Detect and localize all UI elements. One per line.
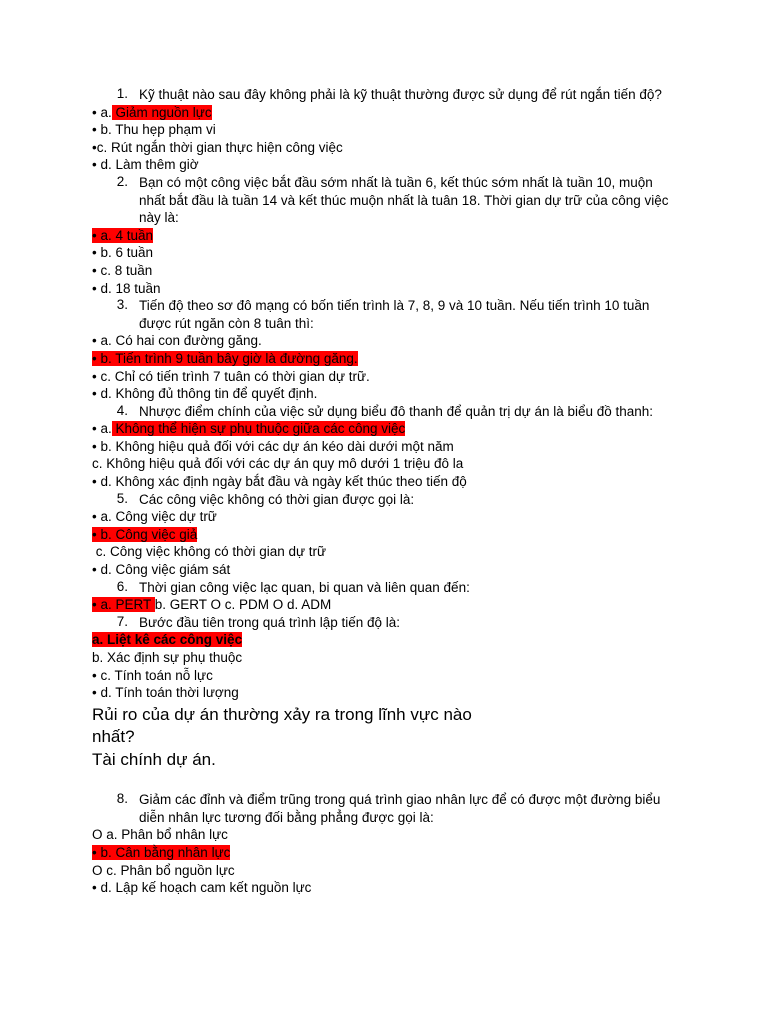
- answer-option: • d. Không đủ thông tin để quyết định.: [92, 386, 318, 402]
- highlighted-answer: • a. PERT: [92, 597, 155, 613]
- document-page: [92, 86, 692, 897]
- answer-option: • d. Làm thêm giờ: [92, 157, 199, 173]
- highlighted-answer: • b. Tiến trình 9 tuần bây giờ là đường găng.: [92, 350, 358, 366]
- question-number: 3.: [116, 297, 128, 313]
- question-text: Thời gian công việc lạc quan, bi quan và liên quan đến:: [139, 579, 470, 595]
- question-7: [92, 614, 692, 632]
- question-text: Kỹ thuật nào sau đây không phải là kỹ thuật thường được sử dụng để rút ngắn tiến độ?: [139, 87, 662, 102]
- answer-option: [92, 227, 692, 245]
- answer-option: • d. Lập kế hoạch cam kết nguồn lực: [92, 880, 312, 896]
- answer-option: • b. Thu hẹp phạm vi: [92, 122, 216, 138]
- answer-option: • c. 8 tuần: [92, 262, 153, 278]
- question-4: [92, 403, 692, 421]
- question-text: Bạn có một công việc bắt đầu sớm nhất là tuần 6, kết thúc sớm nhất là tuần 10, muộn nhất bắt đầu là tuần 14 và kết thúc muộn nhất là tuân 18. Thời gian dự trữ của công việc này là:: [139, 174, 669, 226]
- answer-option: • a. Giảm nguồn lực: [92, 104, 212, 120]
- answer-option: • d. Không xác định ngày bắt đầu và ngày kết thúc theo tiến độ: [92, 474, 467, 490]
- question-number: 5.: [116, 490, 128, 506]
- question-2: [92, 174, 692, 227]
- answer-option: • a. Công việc dự trữ: [92, 509, 217, 525]
- heading-answer: Tài chính dự án.: [92, 749, 216, 769]
- answer-option: [92, 844, 692, 862]
- heading-question: Rủi ro của dự án thường xảy ra trong lĩnh vực nào: [92, 704, 472, 724]
- answer-option: • c. Tính toán nỗ lực: [92, 667, 213, 683]
- question-number: 7.: [116, 613, 128, 629]
- question-text: Giảm các đỉnh và điểm trũng trong quá trình giao nhân lực để có được một đường biểu diễn nhân lực tương đối bằng phẳng được gọi là:: [139, 792, 661, 825]
- answer-option: O c. Phân bổ nguồn lực: [92, 862, 235, 878]
- question-number: 6.: [116, 578, 128, 594]
- answer-option: c. Không hiệu quả đối với các dự án quy mô dưới 1 triệu đô la: [92, 456, 464, 472]
- answer-option: [92, 350, 692, 368]
- question-5: [92, 491, 692, 509]
- answer-option: c. Công việc không có thời gian dự trữ: [92, 544, 327, 560]
- answer-option: • a. Không thể hiện sự phụ thuộc giữa các công việc: [92, 421, 406, 437]
- question-3: [92, 297, 692, 332]
- highlighted-answer: Không thể hiện sự phụ thuộc giữa các công việc: [111, 421, 406, 437]
- question-number: 8.: [116, 791, 128, 807]
- answer-option: [92, 526, 692, 544]
- question-text: Bước đầu tiên trong quá trình lập tiến độ là:: [139, 614, 401, 630]
- question-number: 2.: [116, 173, 128, 189]
- highlighted-answer: Giảm nguồn lực: [111, 104, 212, 120]
- answer-option: • a. PERT b. GERT O c. PDM O d. ADM: [92, 597, 332, 613]
- answer-option: •c. Rút ngắn thời gian thực hiện công việc: [92, 139, 343, 155]
- answer-option: • d. Công việc giám sát: [92, 562, 231, 578]
- question-number: 4.: [116, 402, 128, 418]
- question-1: [92, 86, 692, 104]
- spacer: [92, 771, 692, 791]
- answer-option: O a. Phân bổ nhân lực: [92, 827, 228, 843]
- question-8: [92, 791, 692, 826]
- heading-question-cont: nhất?: [92, 727, 135, 747]
- answer-option: • b. 6 tuần: [92, 245, 154, 261]
- question-text: Nhược điểm chính của việc sử dụng biểu đô thanh để quản trị dự án là biểu đồ thanh:: [139, 403, 654, 419]
- highlighted-answer: • b. Công việc giả: [92, 526, 198, 542]
- highlighted-answer: • b. Cân bằng nhân lực: [92, 845, 231, 861]
- question-text: Các công việc không có thời gian được gọi là:: [139, 491, 415, 507]
- question-6: [92, 579, 692, 597]
- answer-option: • b. Không hiệu quả đối với các dự án kéo dài dưới một năm: [92, 438, 454, 454]
- question-text: Tiến độ theo sơ đô mạng có bốn tiến trình là 7, 8, 9 và 10 tuần. Nếu tiến trình 10 tuần được rút ngăn còn 8 tuân thì:: [139, 298, 650, 331]
- highlighted-answer: a. Liệt kê các công việc: [92, 632, 243, 648]
- answer-option: • a. Có hai con đường găng.: [92, 333, 262, 349]
- question-number: 1.: [116, 86, 128, 101]
- answer-option: • c. Chỉ có tiến trình 7 tuân có thời gian dự trữ.: [92, 368, 370, 384]
- highlighted-answer: • a. 4 tuần: [92, 227, 154, 243]
- answer-option: [92, 631, 692, 649]
- answer-option: • d. 18 tuần: [92, 280, 161, 296]
- answer-option: • d. Tính toán thời lượng: [92, 685, 239, 701]
- answer-option: b. Xác định sự phụ thuộc: [92, 650, 243, 665]
